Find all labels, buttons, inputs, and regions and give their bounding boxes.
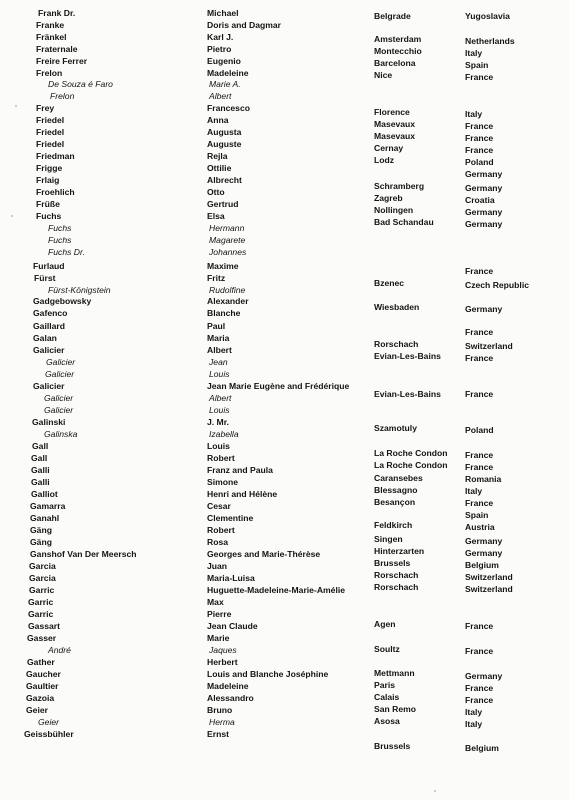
first-name-cell: Albrecht [207, 175, 242, 185]
surname-cell: Gasser [27, 633, 57, 643]
first-name-cell: Michael [207, 8, 239, 18]
first-name-cell: Rejla [207, 151, 228, 161]
first-name-cell: Max [207, 597, 224, 607]
first-name-cell: Albert [209, 393, 232, 403]
surname-cell: Geier [38, 717, 60, 727]
surname-cell: André [48, 645, 71, 655]
surname-cell: Gall [32, 441, 49, 451]
surname-cell: Früße [36, 199, 60, 209]
surname-cell: Gaillard [33, 321, 65, 331]
country-cell: Italy [465, 719, 483, 729]
country-cell: Germany [465, 304, 503, 314]
surname-cell: Gafenco [33, 308, 68, 318]
country-cell: Austria [465, 522, 495, 532]
surname-cell: Friedel [36, 139, 65, 149]
country-cell: France [465, 646, 494, 656]
city-cell: Szamotuly [374, 423, 417, 433]
country-cell: Netherlands [465, 36, 515, 46]
surname-cell: Garric [28, 609, 54, 619]
country-cell: Switzerland [465, 572, 513, 582]
country-cell: Germany [465, 548, 503, 558]
first-name-cell: Louis [209, 369, 230, 379]
country-cell: Poland [465, 157, 494, 167]
country-cell: Belgium [465, 743, 499, 753]
first-name-cell: Ottilie [207, 163, 232, 173]
city-cell: Schramberg [374, 181, 425, 191]
first-name-cell: Huguette-Madeleine-Marie-Amélie [207, 585, 346, 595]
city-cell: Evian-Les-Bains [374, 389, 441, 399]
first-name-cell: Pietro [207, 44, 232, 54]
first-name-cell: Alexander [207, 296, 249, 306]
first-name-cell: Paul [207, 321, 226, 331]
surname-cell: Galan [33, 333, 57, 343]
country-cell: Croatia [465, 195, 495, 205]
surname-cell: Frelon [50, 91, 75, 101]
surname-cell: Ganahl [30, 513, 60, 523]
city-cell: Bzenec [374, 278, 405, 288]
surname-cell: Fürst-Königstein [48, 285, 111, 295]
first-name-cell: Herma [209, 717, 235, 727]
city-cell: Rorschach [374, 339, 419, 349]
surname-cell: Frank Dr. [38, 8, 76, 18]
surname-cell: Ganshof Van Der Meersch [30, 549, 137, 559]
country-cell: Switzerland [465, 341, 513, 351]
first-name-cell: Fritz [207, 273, 226, 283]
country-cell: France [465, 621, 494, 631]
first-name-cell: Louis and Blanche Joséphine [207, 669, 329, 679]
city-cell: Wiesbaden [374, 302, 420, 312]
city-cell: Singen [374, 534, 403, 544]
first-name-cell: Robert [207, 453, 235, 463]
surname-cell: Franke [36, 20, 65, 30]
surname-cell: Galli [31, 477, 50, 487]
city-cell: San Remo [374, 704, 417, 714]
first-name-cell: Anna [207, 115, 229, 125]
country-cell: France [465, 72, 494, 82]
surname-cell: Froehlich [36, 187, 75, 197]
first-name-cell: Magarete [209, 235, 246, 245]
surname-cell: Freire Ferrer [36, 56, 88, 66]
surname-cell: Garcia [29, 573, 56, 583]
surname-cell: Galinska [44, 429, 78, 439]
country-cell: France [465, 266, 494, 276]
surname-cell: Gassart [28, 621, 61, 631]
surname-cell: Friedel [36, 127, 65, 137]
first-name-cell: Jean [209, 357, 228, 367]
city-cell: Feldkirch [374, 520, 413, 530]
first-name-cell: Albert [207, 345, 232, 355]
first-name-cell: J. Mr. [207, 417, 229, 427]
first-name-cell: Simone [207, 477, 239, 487]
city-cell: Cernay [374, 143, 404, 153]
surname-cell: Galicier [33, 381, 65, 391]
first-name-cell: Louis [209, 405, 230, 415]
city-cell: Belgrade [374, 11, 411, 21]
city-cell: Paris [374, 680, 396, 690]
first-name-cell: Eugenio [207, 56, 241, 66]
city-cell: La Roche Condon [374, 448, 448, 458]
city-cell: Rorschach [374, 582, 419, 592]
country-cell: France [465, 695, 494, 705]
country-cell: Italy [465, 48, 483, 58]
surname-cell: Gaultier [26, 681, 59, 691]
first-name-cell: Gertrud [207, 199, 239, 209]
city-cell: Mettmann [374, 668, 415, 678]
first-name-cell: Alessandro [207, 693, 254, 703]
surname-cell: Galicier [46, 357, 76, 367]
city-cell: Rorschach [374, 570, 419, 580]
first-name-cell: Clementine [207, 513, 254, 523]
surname-cell: Fuchs [36, 211, 62, 221]
first-name-cell: Karl J. [207, 32, 234, 42]
first-name-cell: Francesco [207, 103, 250, 113]
first-name-cell: Madeleine [207, 681, 249, 691]
country-cell: Poland [465, 425, 494, 435]
surname-cell: Frigge [36, 163, 63, 173]
country-cell: Switzerland [465, 584, 513, 594]
first-name-cell: Ernst [207, 729, 229, 739]
country-cell: France [465, 498, 494, 508]
country-cell: France [465, 683, 494, 693]
surname-cell: Garric [29, 585, 55, 595]
scan-speck [11, 215, 13, 217]
city-cell: Lodz [374, 155, 395, 165]
first-name-cell: Marie A. [209, 79, 241, 89]
surname-cell: Gäng [30, 525, 52, 535]
city-cell: Agen [374, 619, 396, 629]
country-cell: Belgium [465, 560, 499, 570]
country-cell: Italy [465, 109, 483, 119]
surname-cell: Galli [31, 465, 50, 475]
country-cell: Germany [465, 207, 503, 217]
first-name-cell: Pierre [207, 609, 232, 619]
city-cell: Amsterdam [374, 34, 422, 44]
surname-cell: Fürst [34, 273, 56, 283]
city-cell: Soultz [374, 644, 400, 654]
city-cell: Bad Schandau [374, 217, 434, 227]
city-cell: Masevaux [374, 131, 416, 141]
surname-cell: Geier [26, 705, 48, 715]
country-cell: Spain [465, 60, 489, 70]
city-cell: Asosa [374, 716, 400, 726]
first-name-cell: Franz and Paula [207, 465, 273, 475]
first-name-cell: Blanche [207, 308, 241, 318]
first-name-cell: Louis [207, 441, 230, 451]
country-cell: France [465, 145, 494, 155]
surname-cell: Gadgebowsky [33, 296, 92, 306]
surname-cell: De Souza é Faro [48, 79, 113, 89]
surname-cell: Gall [31, 453, 48, 463]
first-name-cell: Johannes [209, 247, 247, 257]
first-name-cell: Bruno [207, 705, 233, 715]
first-name-cell: Maxime [207, 261, 239, 271]
first-name-cell: Otto [207, 187, 225, 197]
country-cell: Germany [465, 169, 503, 179]
country-cell: Italy [465, 486, 483, 496]
surname-cell: Gazoia [26, 693, 55, 703]
country-cell: Germany [465, 536, 503, 546]
country-cell: Germany [465, 219, 503, 229]
first-name-cell: Rosa [207, 537, 229, 547]
first-name-cell: Cesar [207, 501, 231, 511]
scan-speck [15, 105, 17, 107]
first-name-cell: Marie [207, 633, 230, 643]
surname-cell: Gather [27, 657, 55, 667]
first-name-cell: Izabella [209, 429, 239, 439]
city-cell: Hinterzarten [374, 546, 425, 556]
first-name-cell: Hermann [209, 223, 245, 233]
city-cell: Calais [374, 692, 400, 702]
first-name-cell: Georges and Marie-Thérèse [207, 549, 321, 559]
surname-cell: Friedel [36, 115, 65, 125]
surname-cell: Gamarra [30, 501, 66, 511]
country-cell: Romania [465, 474, 502, 484]
country-cell: Germany [465, 671, 503, 681]
surname-cell: Frelon [36, 68, 63, 78]
city-cell: Nollingen [374, 205, 414, 215]
city-cell: Montecchio [374, 46, 422, 56]
surname-cell: Gaucher [26, 669, 61, 679]
city-cell: La Roche Condon [374, 460, 448, 470]
city-cell: Zagreb [374, 193, 403, 203]
first-name-cell: Albert [209, 91, 232, 101]
first-name-cell: Jaques [209, 645, 237, 655]
surname-cell: Friedman [36, 151, 75, 161]
surname-cell: Garcia [29, 561, 56, 571]
surname-cell: Galicier [45, 369, 75, 379]
scan-speck [434, 790, 436, 792]
surname-cell: Gäng [30, 537, 52, 547]
first-name-cell: Madeleine [207, 68, 249, 78]
city-cell: Florence [374, 107, 410, 117]
first-name-cell: Henri and Hélène [207, 489, 278, 499]
country-cell: France [465, 121, 494, 131]
first-name-cell: Auguste [207, 139, 242, 149]
first-name-cell: Rudolfine [209, 285, 246, 295]
surname-cell: Fraternale [36, 44, 78, 54]
first-name-cell: Herbert [207, 657, 238, 667]
city-cell: Evian-Les-Bains [374, 351, 441, 361]
surname-cell: Frey [36, 103, 55, 113]
country-cell: France [465, 353, 494, 363]
surname-cell: Geissbühler [24, 729, 74, 739]
first-name-cell: Robert [207, 525, 235, 535]
surname-cell: Frlaig [36, 175, 60, 185]
surname-cell: Fuchs [48, 223, 72, 233]
surname-cell: Galliot [31, 489, 58, 499]
surname-cell: Garric [28, 597, 54, 607]
country-cell: Czech Republic [465, 280, 529, 290]
first-name-cell: Elsa [207, 211, 225, 221]
country-cell: France [465, 389, 494, 399]
country-cell: France [465, 133, 494, 143]
country-cell: Italy [465, 707, 483, 717]
surname-cell: Fränkel [36, 32, 67, 42]
country-cell: Germany [465, 183, 503, 193]
city-cell: Besançon [374, 497, 416, 507]
country-cell: Yugoslavia [465, 11, 510, 21]
city-cell: Masevaux [374, 119, 416, 129]
country-cell: France [465, 450, 494, 460]
first-name-cell: Jean Claude [207, 621, 258, 631]
city-cell: Brussels [374, 558, 411, 568]
country-cell: Spain [465, 510, 489, 520]
first-name-cell: Maria-Luisa [207, 573, 255, 583]
surname-cell: Galinski [32, 417, 66, 427]
first-name-cell: Jean Marie Eugène and Frédérique [207, 381, 350, 391]
city-cell: Blessagno [374, 485, 418, 495]
first-name-cell: Doris and Dagmar [207, 20, 282, 30]
first-name-cell: Juan [207, 561, 228, 571]
city-cell: Nice [374, 70, 393, 80]
first-name-cell: Maria [207, 333, 230, 343]
country-cell: France [465, 462, 494, 472]
surname-cell: Galicier [33, 345, 65, 355]
surname-cell: Furlaud [33, 261, 65, 271]
first-name-cell: Augusta [207, 127, 242, 137]
surname-cell: Fuchs Dr. [48, 247, 85, 257]
surname-cell: Fuchs [48, 235, 72, 245]
surname-cell: Galicier [44, 393, 74, 403]
city-cell: Barcelona [374, 58, 416, 68]
city-cell: Brussels [374, 741, 411, 751]
city-cell: Caransebes [374, 473, 423, 483]
country-cell: France [465, 327, 494, 337]
surname-cell: Galicier [44, 405, 74, 415]
